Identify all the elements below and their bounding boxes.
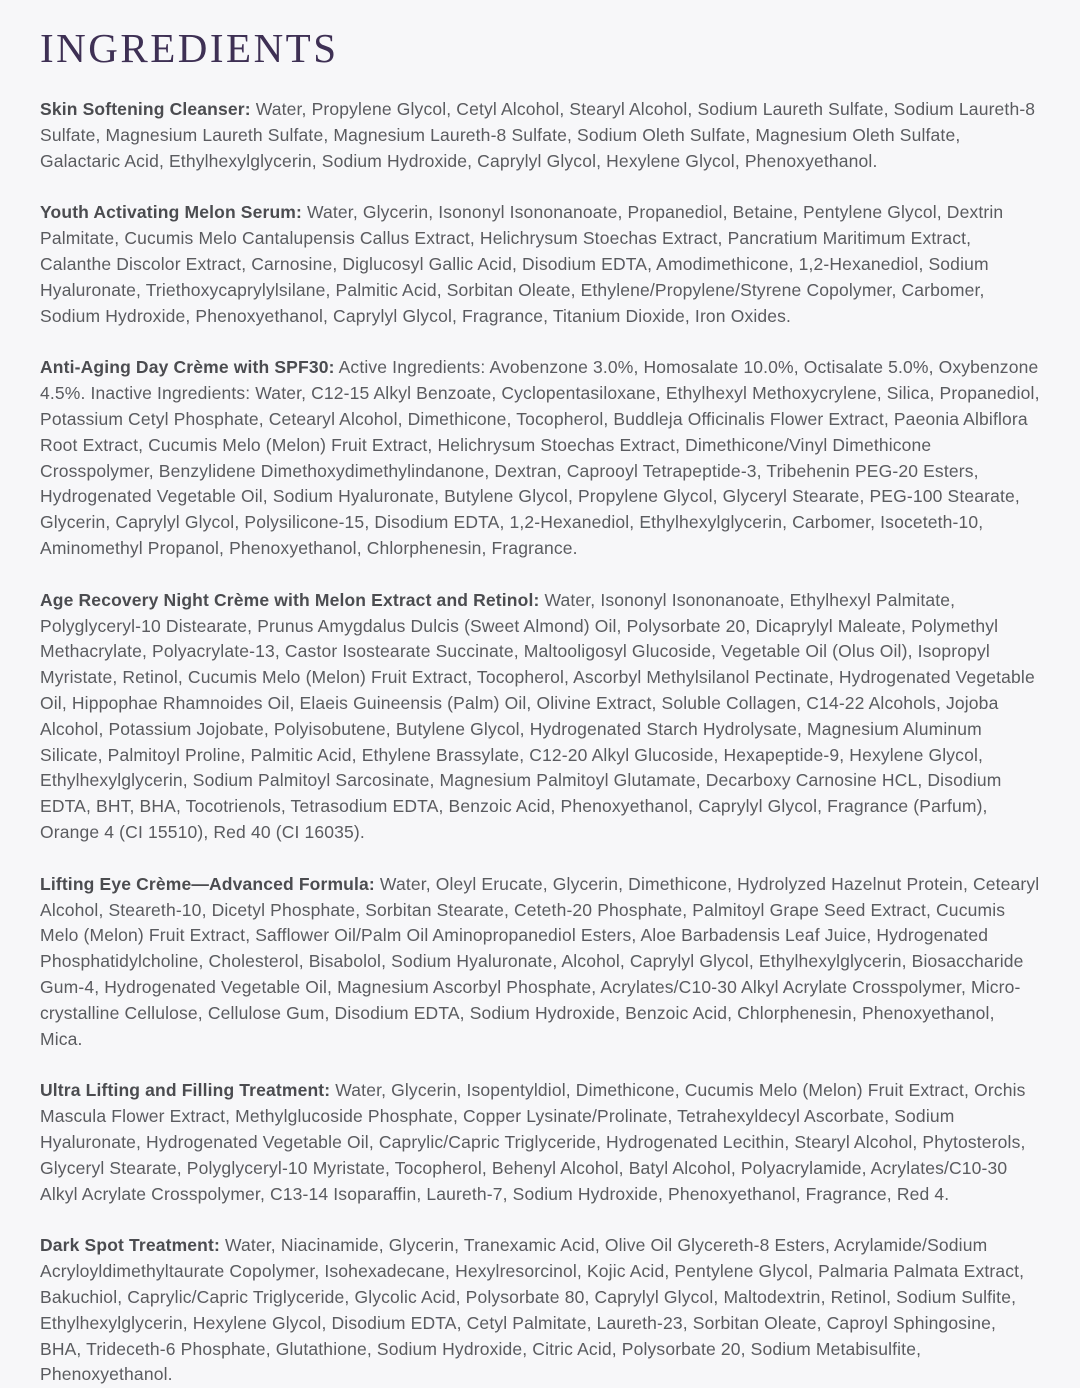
product-paragraph-ultra-lifting-filling-treatment — [40, 1078, 1040, 1207]
product-name: Youth Activating Melon Serum: — [40, 202, 302, 223]
product-ingredients: Active Ingredients: Avobenzone 3.0%, Homosalate 10.0%, Octisalate 5.0%, Oxybenzone 4.5%. Inactive Ingredients: Water, C12-15 Alkyl Benzoate, Cyclopentasiloxane, Ethylhexyl Methoxycrylene, Silica, Propanediol, Potassium Cetyl Phosphate, Cetearyl Alcohol, Dimethicone, Tocopherol, Buddleja Officinalis Flower Extract, Paeonia Albiflora Root Extract, Cucumis Melo (Melon) Fruit Extract, Helichrysum Stoechas Extract, Dimethicone/Vinyl Dimethicone Crosspolymer, Benzylidene Dimethoxydimethylindanone, Dextran, Caprooyl Tetrapeptide-3, Tribehenin PEG-20 Esters, Hydrogenated Vegetable Oil, Sodium Hyaluronate, Butylene Glycol, Propylene Glycol, Glyceryl Stearate, PEG-100 Stearate, Glycerin, Caprylyl Glycol, Polysilicone-15, Disodium EDTA, 1,2-Hexanediol, Ethylhexylglycerin, Carbomer, Isoceteth-10, Aminomethyl Propanol, Phenoxyethanol, Chlorphenesin, Fragrance. — [40, 357, 1040, 559]
product-paragraph-lifting-eye-creme — [40, 872, 1040, 1053]
product-name: Ultra Lifting and Filling Treatment: — [40, 1080, 331, 1101]
product-name: Age Recovery Night Crème with Melon Extract and Retinol: — [40, 589, 540, 610]
product-ingredients: Water, Oleyl Erucate, Glycerin, Dimethicone, Hydrolyzed Hazelnut Protein, Cetearyl Alcohol, Steareth-10, Dicetyl Phosphate, Sorbitan Stearate, Ceteth-20 Phosphate, Palmitoyl Grape Seed Extract, Cucumis Melo (Melon) Fruit Extract, Safflower Oil/Palm Oil Aminopropanediol Esters, Aloe Barbadensis Leaf Juice, Hydrogenated Phosphatidylcholine, Cholesterol, Bisabolol, Sodium Hyaluronate, Alcohol, Caprylyl Glycol, Ethylhexylglycerin, Biosaccharide Gum-4, Hydrogenated Vegetable Oil, Magnesium Ascorbyl Phosphate, Acrylates/C10-30 Alkyl Acrylate Crosspolymer, Micro-crystalline Cellulose, Cellulose Gum, Disodium EDTA, Sodium Hydroxide, Benzoic Acid, Chlorphenesin, Phenoxyethanol, Mica. — [40, 873, 1040, 1049]
product-name: Lifting Eye Crème—Advanced Formula: — [40, 873, 375, 894]
product-ingredients: Water, Glycerin, Isononyl Isononanoate, Propanediol, Betaine, Pentylene Glycol, Dextrin Palmitate, Cucumis Melo Cantalupensis Callus Extract, Helichrysum Stoechas Extract, Pancratium Maritimum Extract, Calanthe Discolor Extract, Carnosine, Diglucosyl Gallic Acid, Disodium EDTA, Amodimethicone, 1,2-Hexanediol, Sodium Hyaluronate, Triethoxycaprylylsilane, Palmitic Acid, Sorbitan Oleate, Ethylene/Propylene/Styrene Copolymer, Carbomer, Sodium Hydroxide, Phenoxyethanol, Caprylyl Glycol, Fragrance, Titanium Dioxide, Iron Oxides. — [40, 202, 1004, 326]
product-paragraph-youth-activating-melon-serum — [40, 200, 1040, 329]
product-ingredients: Water, Niacinamide, Glycerin, Tranexamic Acid, Olive Oil Glycereth-8 Esters, Acrylamide/Sodium Acryloyldimethyltaurate Copolymer, Isohexadecane, Hexylresorcinol, Kojic Acid, Pentylene Glycol, Palmaria Palmata Extract, Bakuchiol, Caprylic/Capric Triglyceride, Glycolic Acid, Polysorbate 80, Caprylyl Glycol, Maltodextrin, Retinol, Sodium Sulfite, Ethylhexylglycerin, Hexylene Glycol, Disodium EDTA, Cetyl Palmitate, Laureth-23, Sorbitan Oleate, Caproyl Sphingosine, BHA, Trideceth-6 Phosphate, Glutathione, Sodium Hydroxide, Citric Acid, Polysorbate 20, Sodium Metabisulfite, Phenoxyethanol. — [40, 1235, 1025, 1385]
product-paragraph-dark-spot-treatment — [40, 1233, 1040, 1388]
product-name: Anti-Aging Day Crème with SPF30: — [40, 357, 335, 378]
page-title: INGREDIENTS — [40, 25, 339, 71]
product-ingredients: Water, Isononyl Isononanoate, Ethylhexyl Palmitate, Polyglyceryl-10 Distearate, Prunus Amygdalus Dulcis (Sweet Almond) Oil, Polysorbate 20, Dicaprylyl Maleate, Polymethyl Methacrylate, Polyacrylate-13, Castor Isostearate Succinate, Maltooligosyl Glucoside, Vegetable Oil (Olus Oil), Isopropyl Myristate, Retinol, Cucumis Melo (Melon) Fruit Extract, Tocopherol, Ascorbyl Methylsilanol Pectinate, Hydrogenated Vegetable Oil, Hippophae Rhamnoides Oil, Elaeis Guineensis (Palm) Oil, Olivine Extract, Soluble Collagen, C14-22 Alcohols, Jojoba Alcohol, Potassium Jojobate, Polyisobutene, Butylene Glycol, Hydrogenated Starch Hydrolysate, Magnesium Aluminum Silicate, Palmitoyl Proline, Palmitic Acid, Ethylene Brassylate, C12-20 Alkyl Glucoside, Hexapeptide-9, Hexylene Glycol, Ethylhexylglycerin, Sodium Palmitoyl Sarcosinate, Magnesium Palmitoyl Glutamate, Decarboxy Carnosine HCL, Disodium EDTA, BHT, BHA, Tocotrienols, Tetrasodium EDTA, Benzoic Acid, Phenoxyethanol, Caprylyl Glycol, Fragrance (Parfum), Orange 4 (CI 15510), Red 40 (CI 16035). — [40, 589, 1035, 843]
product-ingredients: Water, Propylene Glycol, Cetyl Alcohol, Stearyl Alcohol, Sodium Laureth Sulfate, Sodium Laureth-8 Sulfate, Magnesium Laureth Sulfate, Magnesium Laureth-8 Sulfate, Sodium Oleth Sulfate, Magnesium Oleth Sulfate, Galactaric Acid, Ethylhexylglycerin, Sodium Hydroxide, Caprylyl Glycol, Hexylene Glycol, Phenoxyethanol. — [40, 99, 1036, 171]
product-paragraph-skin-softening-cleanser — [40, 97, 1040, 174]
product-name: Skin Softening Cleanser: — [40, 99, 251, 120]
product-paragraph-age-recovery-night-creme — [40, 588, 1040, 846]
product-paragraph-anti-aging-day-creme — [40, 355, 1040, 561]
product-name: Dark Spot Treatment: — [40, 1235, 220, 1256]
product-ingredients: Water, Glycerin, Isopentyldiol, Dimethicone, Cucumis Melo (Melon) Fruit Extract, Orchis Mascula Flower Extract, Methylglucoside Phosphate, Copper Lysinate/Prolinate, Tetrahexyldecyl Ascorbate, Sodium Hyaluronate, Hydrogenated Vegetable Oil, Caprylic/Capric Triglyceride, Hydrogenated Lecithin, Stearyl Alcohol, Phytosterols, Glyceryl Stearate, Polyglyceryl-10 Myristate, Tocopherol, Behenyl Alcohol, Batyl Alcohol, Polyacrylamide, Acrylates/C10-30 Alkyl Acrylate Crosspolymer, C13-14 Isoparaffin, Laureth-7, Sodium Hydroxide, Phenoxyethanol, Fragrance, Red 4. — [40, 1080, 1026, 1204]
